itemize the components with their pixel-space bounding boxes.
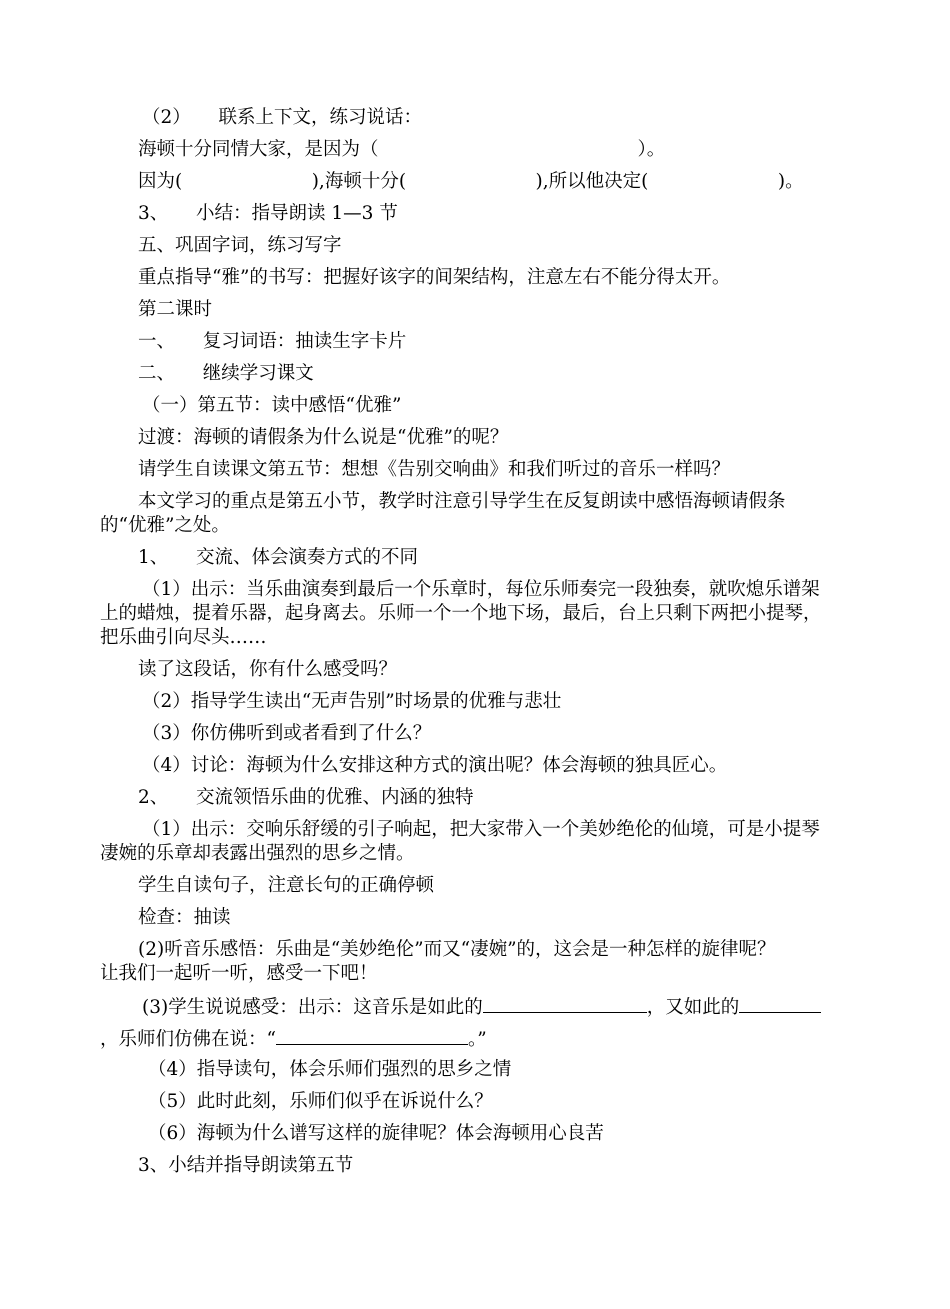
blank-2	[739, 994, 821, 1013]
line-2: 海顿十分同情大家，是因为（ ）。	[138, 139, 666, 160]
line-10: （一）第五节：读中感悟“优雅”	[142, 395, 402, 416]
line-25: 凄婉的乐章却表露出强烈的思乡之情。	[100, 843, 415, 864]
line-29: 让我们一起听一听，感受一下吧！	[100, 963, 378, 984]
line-17: 上的蜡烛，提着乐器，起身离去。乐师一个一个地下场，最后，台上只剩下两把小提琴，	[100, 603, 822, 624]
line-14: 的“优雅”之处。	[100, 515, 230, 536]
line-13: 本文学习的重点是第五小节，教学时注意引导学生在反复朗读中感悟海顿请假条	[138, 491, 786, 512]
line-22: （4）讨论：海顿为什么安排这种方式的演出呢？体会海顿的独具匠心。	[142, 755, 728, 776]
line-9: 二、 继续学习课文	[138, 363, 314, 384]
line-16: （1）出示：当乐曲演奏到最后一个乐章时，每位乐师奏完一段独奏，就吹熄乐谱架	[142, 579, 820, 600]
line-21: （3）你仿佛听到或者看到了什么？	[142, 723, 432, 744]
line-33: （5）此时此刻，乐师们似乎在诉说什么？	[148, 1091, 493, 1112]
line-11: 过渡：海顿的请假条为什么说是“优雅”的呢？	[138, 427, 509, 448]
line-30-mid: ，又如此的	[646, 997, 740, 1018]
line-26: 学生自读句子，注意长句的正确停顿	[138, 875, 435, 896]
line-31-end: 。”	[467, 1029, 487, 1050]
line-20: （2）指导学生读出“无声告别”时场景的优雅与悲壮	[142, 691, 562, 712]
line-6: 重点指导“雅”的书写：把握好该字的间架结构，注意左右不能分得太开。	[138, 267, 731, 288]
line-35: 3、小结并指导朗读第五节	[138, 1155, 354, 1176]
line-8: 一、 复习词语：抽读生字卡片	[138, 331, 407, 352]
line-7: 第二课时	[138, 299, 213, 320]
blank-1	[483, 994, 647, 1013]
line-23: 2、 交流领悟乐曲的优雅、内涵的独特	[138, 787, 474, 808]
line-28: (2)听音乐感悟：乐曲是“美妙绝伦”而又“凄婉”的，这会是一种怎样的旋律呢？	[138, 939, 776, 960]
line-4: 3、 小结：指导朗读 1—3 节	[138, 203, 398, 224]
line-5: 五、巩固字词，练习写字	[138, 235, 342, 256]
line-15: 1、 交流、体会演奏方式的不同	[138, 547, 419, 568]
line-12: 请学生自读课文第五节：想想《告别交响曲》和我们听过的音乐一样吗？	[138, 459, 731, 480]
line-27: 检查：抽读	[138, 907, 231, 928]
line-31	[100, 1026, 487, 1052]
line-31-start: ，乐师们仿佛在说：“	[100, 1029, 276, 1050]
line-19: 读了这段话，你有什么感受吗？	[138, 659, 398, 680]
line-32: （4）指导读句，体会乐师们强烈的思乡之情	[148, 1059, 512, 1080]
line-30-start: (3)学生说说感受：出示：这音乐是如此的	[142, 997, 483, 1018]
line-3: 因为( ),海顿十分( ),所以他决定( )。	[138, 171, 804, 192]
line-24: （1）出示：交响乐舒缓的引子响起，把大家带入一个美妙绝伦的仙境，可是小提琴	[142, 819, 820, 840]
line-18: 把乐曲引向尽头……	[100, 627, 267, 648]
blank-3	[276, 1026, 468, 1045]
line-30	[142, 994, 821, 1020]
line-1: （2） 联系上下文，练习说话：	[142, 107, 423, 128]
line-34: （6）海顿为什么谱写这样的旋律呢？体会海顿用心良苦	[148, 1123, 604, 1144]
